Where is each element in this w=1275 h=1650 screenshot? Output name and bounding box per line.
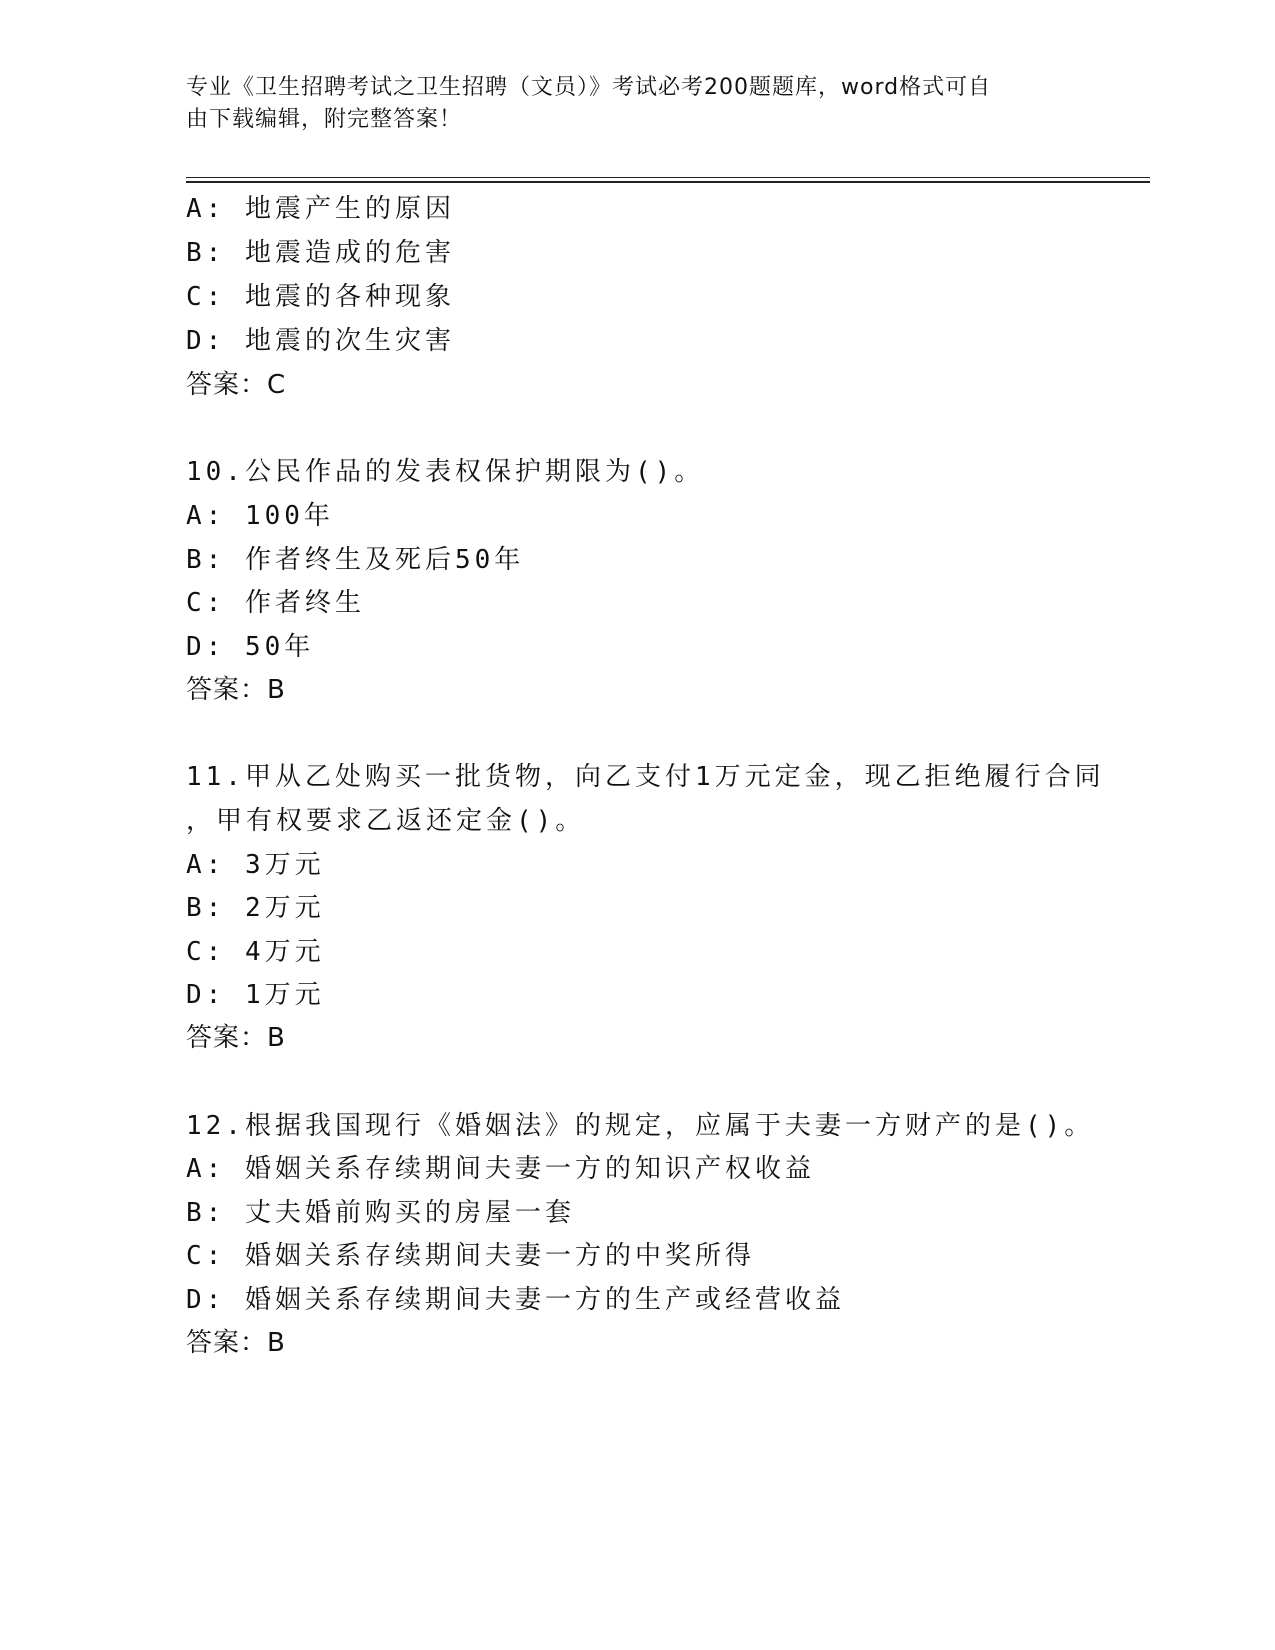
q9-option-a: A: 地震产生的原因 [186,194,455,224]
q11-answer: 答案：B [186,1023,286,1053]
q10-option-d: D: 50年 [186,632,315,662]
q9-option-c: C: 地震的各种现象 [186,282,455,312]
q10-option-c: C: 作者终生 [186,588,365,618]
q12-option-c: C: 婚姻关系存续期间夫妻一方的中奖所得 [186,1241,755,1271]
q10-option-b: B: 作者终生及死后50年 [186,545,525,575]
q11-option-a: A: 3万元 [186,850,325,880]
q9-answer: 答案：C [186,370,287,400]
q12-answer: 答案：B [186,1328,286,1358]
q12-option-a: A: 婚姻关系存续期间夫妻一方的知识产权收益 [186,1154,815,1184]
q9-option-d: D: 地震的次生灾害 [186,326,455,356]
q12-option-b: B: 丈夫婚前购买的房屋一套 [186,1198,575,1228]
document-header [186,72,1076,136]
header-divider-thick [186,181,1150,183]
q11-option-c: C: 4万元 [186,937,325,967]
q9-option-b: B: 地震造成的危害 [186,238,455,268]
header-divider-thin [186,177,1150,178]
q11-option-b: B: 2万元 [186,893,325,923]
q11-stem-line-1: 11.甲从乙处购买一批货物，向乙支付1万元定金，现乙拒绝履行合同 [186,762,1105,792]
q11-option-d: D: 1万元 [186,980,325,1010]
q12-stem: 12.根据我国现行《婚姻法》的规定，应属于夫妻一方财产的是()。 [186,1111,1095,1141]
q10-stem: 10.公民作品的发表权保护期限为()。 [186,457,705,487]
q10-option-a: A: 100年 [186,501,334,531]
header-line-2: 由下载编辑，附完整答案！ [186,107,463,132]
header-line-1: 专业《卫生招聘考试之卫生招聘（文员）》考试必考200题题库，word格式可自 [186,75,992,100]
q12-option-d: D: 婚姻关系存续期间夫妻一方的生产或经营收益 [186,1285,845,1315]
q10-answer: 答案：B [186,675,286,705]
q11-stem-line-2: ，甲有权要求乙返还定金()。 [186,806,586,836]
